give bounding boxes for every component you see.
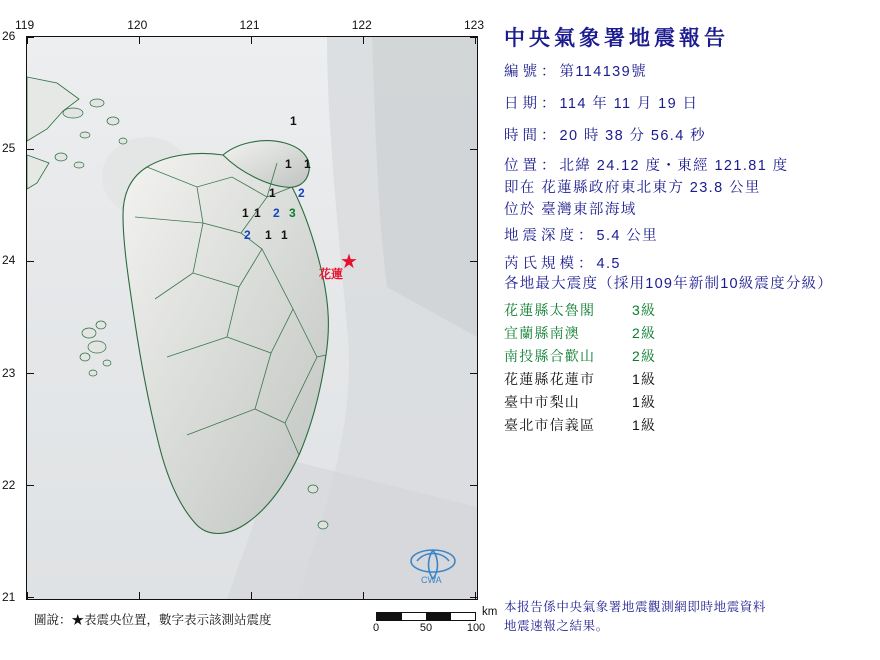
latitude-tick-label: 23 xyxy=(2,365,16,380)
report-line xyxy=(504,224,658,245)
report-line xyxy=(504,60,647,81)
legend-caption-text: 圖說：★表震央位置，數字表示該測站震度 xyxy=(34,613,272,627)
axis-tick xyxy=(475,37,476,44)
axis-tick xyxy=(470,261,477,262)
intensity-row xyxy=(504,300,656,320)
station-intensity-label: 1 xyxy=(254,206,261,220)
station-intensity-label: 1 xyxy=(304,157,311,171)
report-line-value: 位於 臺灣東部海域 xyxy=(504,202,637,218)
intensity-value: 2級 xyxy=(632,348,657,364)
report-line-value: 即在 花蓮縣政府東北東方 23.8 公里 xyxy=(504,180,761,196)
longitude-tick-label: 123 xyxy=(464,18,485,32)
scale-tick-label: 0 xyxy=(372,622,380,634)
axis-tick xyxy=(27,149,34,150)
report-footnote xyxy=(504,598,766,636)
cwa-logo-icon xyxy=(405,545,461,585)
earthquake-report-panel xyxy=(500,0,880,660)
longitude-tick-label: 120 xyxy=(127,18,148,32)
intensity-value: 3級 xyxy=(632,302,657,318)
station-intensity-label: 1 xyxy=(281,228,288,242)
station-intensity-label: 1 xyxy=(269,186,276,200)
intensity-value: 1級 xyxy=(632,371,657,387)
axis-tick xyxy=(470,373,477,374)
map-legend xyxy=(26,604,498,656)
latitude-axis xyxy=(2,0,24,660)
cwa-logo-text: CWA xyxy=(421,575,442,585)
intensity-row xyxy=(504,323,656,343)
axis-tick xyxy=(27,485,34,486)
intensity-value: 1級 xyxy=(632,417,657,433)
station-intensity-label: 2 xyxy=(244,228,251,242)
report-line-value: 114 年 11 月 19 日 xyxy=(559,96,699,112)
station-intensity-label: 1 xyxy=(242,206,249,220)
axis-tick xyxy=(470,37,477,38)
report-line xyxy=(504,92,698,113)
station-intensity-label: 2 xyxy=(273,206,280,220)
axis-tick xyxy=(251,592,252,599)
latitude-tick-label: 21 xyxy=(2,590,16,604)
axis-tick xyxy=(27,373,34,374)
report-line-label: 位置： xyxy=(504,158,560,174)
station-intensity-label: 1 xyxy=(290,114,297,128)
axis-tick xyxy=(27,37,28,44)
axis-tick xyxy=(363,592,364,599)
report-line-value: 北緯 24.12 度・東經 121.81 度 xyxy=(559,158,789,174)
station-intensity-label: 2 xyxy=(298,186,305,200)
report-line xyxy=(504,124,706,145)
longitude-axis xyxy=(0,18,486,34)
scale-bar-labels xyxy=(372,622,486,636)
report-line-label: 編號： xyxy=(504,64,560,80)
axis-tick xyxy=(27,261,34,262)
intensity-row xyxy=(504,369,656,389)
intensity-row xyxy=(504,415,656,435)
report-line-label: 芮氏規模： xyxy=(504,256,597,272)
longitude-tick-label: 119 xyxy=(15,18,35,32)
axis-tick xyxy=(470,149,477,150)
map-canvas[interactable] xyxy=(26,36,478,600)
report-line-value: 5.4 公里 xyxy=(596,228,659,244)
legend-caption xyxy=(34,610,272,628)
latitude-tick-label: 22 xyxy=(2,477,16,492)
axis-tick xyxy=(27,37,34,38)
intensity-value: 2級 xyxy=(632,325,657,341)
intensity-place: 花蓮縣太魯閣 xyxy=(504,302,596,318)
intensity-place: 臺北市信義區 xyxy=(504,417,596,433)
intensity-place: 臺中市梨山 xyxy=(504,394,580,410)
report-line-label: 時間： xyxy=(504,128,560,144)
report-line-label: 日期： xyxy=(504,96,560,112)
axis-tick xyxy=(470,485,477,486)
scale-bar-graphic xyxy=(376,612,476,621)
latitude-tick-label: 26 xyxy=(2,29,16,43)
axis-tick xyxy=(27,597,34,598)
axis-tick xyxy=(470,597,477,598)
epicenter-star-marker: ★ xyxy=(340,251,358,273)
scale-unit-label: km xyxy=(482,606,498,618)
report-title: 中央氣象署地震報告 xyxy=(504,27,729,50)
footnote-line: 本报告係中央氣象署地震觀測網即時地震資料 xyxy=(504,600,767,614)
axis-tick xyxy=(251,37,252,44)
intensity-row xyxy=(504,346,656,366)
report-line xyxy=(504,252,621,273)
terrain-layer xyxy=(27,37,477,599)
longitude-tick-label: 121 xyxy=(239,18,260,32)
station-intensity-label: 1 xyxy=(265,228,272,242)
intensity-value: 1級 xyxy=(632,394,657,410)
latitude-tick-label: 25 xyxy=(2,141,16,156)
scale-bar xyxy=(372,612,486,636)
axis-tick xyxy=(139,592,140,599)
intensity-place: 花蓮縣花蓮市 xyxy=(504,371,596,387)
hualien-city-label: 花蓮 xyxy=(319,267,344,281)
report-line-value: 4.5 xyxy=(596,256,621,272)
report-line-value: 第114139號 xyxy=(559,64,648,80)
report-line xyxy=(504,198,637,219)
report-line xyxy=(504,176,761,197)
axis-tick xyxy=(139,37,140,44)
station-intensity-label: 1 xyxy=(285,157,292,171)
station-intensity-label: 3 xyxy=(289,206,296,220)
report-line xyxy=(504,154,789,175)
intensity-row xyxy=(504,392,656,412)
scale-tick-label: 100 xyxy=(466,622,486,634)
scale-tick-label: 50 xyxy=(419,622,433,634)
intensity-place: 宜蘭縣南澳 xyxy=(504,325,580,341)
intensity-heading: 各地最大震度（採用109年新制10級震度分級） xyxy=(504,276,833,292)
report-line-value: 20 時 38 分 56.4 秒 xyxy=(559,128,707,144)
report-line-label: 地震深度： xyxy=(504,228,597,244)
latitude-tick-label: 24 xyxy=(2,253,16,268)
intensity-place: 南投縣合歡山 xyxy=(504,348,596,364)
footnote-line: 地震速報之結果。 xyxy=(504,618,609,633)
longitude-tick-label: 122 xyxy=(351,18,372,32)
axis-tick xyxy=(363,37,364,44)
